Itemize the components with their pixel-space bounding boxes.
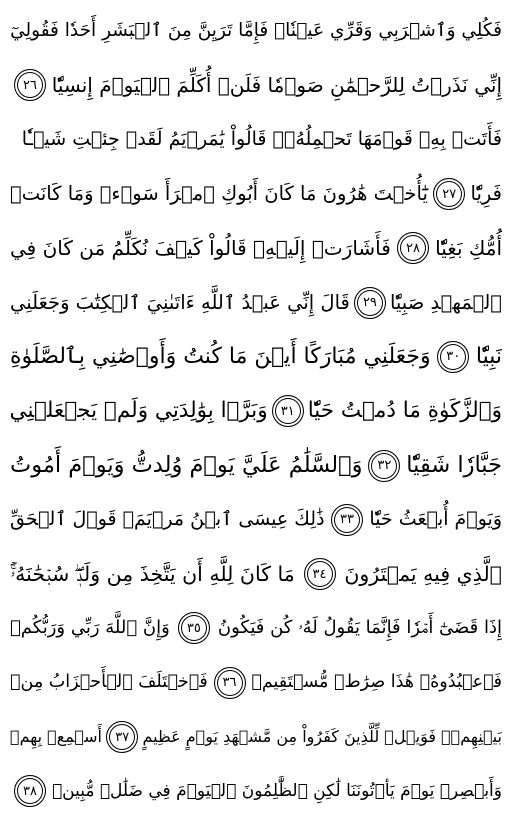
ayah-number-marker: ٣٤ [304,558,336,590]
ayah-number-marker: ٢٨ [397,232,429,264]
ayah-number-marker: ٣٧ [106,721,138,753]
text-line [10,764,502,818]
verse-text: وَإِنَّ ٱللَّهَ رَبِّي وَرَبُّكُمۡ [10,617,170,639]
verse-text: وَٱلسَّلَٰمُ عَلَيَّ يَوۡمَ وُلِدتُّ وَيَوۡمَ أَمُوتُ [10,452,363,479]
ayah-number-marker: ٢٩ [354,287,386,319]
text-line [10,493,502,547]
verse-text: فَكُلِي وَٱشۡرَبِي وَقَرِّي عَيۡنٗاۖ فَإِمَّا تَرَيِنَّ مِنَ ٱلۡبَشَرِ أَحَدٗا فَقُولِيٓ [10,19,502,41]
text-line [10,275,502,329]
verse-text: وَيَوۡمَ أُبۡعَثُ حَيّٗا [369,508,502,531]
verse-text: فَأَشَارَتۡ إِلَيۡهِۖ قَالُواْ كَيۡفَ نُكَلِّمُ مَن كَانَ فِي [10,236,391,261]
text-line [10,113,502,167]
verse-text: أَسۡمِعۡ بِهِمۡ [10,727,102,746]
verse-text: فَٱعۡبُدُوهُۚ هَٰذَا صِرَٰطٞ مُّسۡتَقِيمٞ [251,671,502,692]
verse-text: يَٰٓأُخۡتَ هَٰرُونَ مَا كَانَ أَبُوكِ ٱمۡرَأَ سَوۡءٖ وَمَا كَانَتۡ [10,182,428,206]
text-line [10,221,502,275]
verse-text: إِنِّي نَذَرۡتُ لِلرَّحۡمَٰنِ صَوۡمٗا فَلَنۡ أُكَلِّمَ ٱلۡيَوۡمَ إِنسِيّٗا [51,73,502,98]
verse-text: ٱلۡمَهۡدِ صَبِيّٗا [389,290,502,314]
verse-text: فَرِيّٗا [470,182,502,206]
verse-text: وَٱلزَّكَوٰةِ مَا دُمۡتُ حَيّٗا [307,398,502,424]
verse-text: بَيۡنِهِمۡۖ فَوَيۡلٞ لِّلَّذِينَ كَفَرُواْ مِن مَّشۡهَدِ يَوۡمٍ عَظِيمٍ [142,727,502,746]
verse-text: فَٱخۡتَلَفَ ٱلۡأَحۡزَابُ مِنۢ [10,671,208,692]
ayah-number-marker: ٢٧ [433,178,465,210]
ayah-number-marker: ٢٦ [14,69,46,101]
text-line [10,710,502,764]
text-line [10,4,502,58]
ayah-number-marker: ٣٣ [331,504,363,536]
text-line [10,438,502,492]
text-line [10,547,502,601]
verse-text: فَأَتَتۡ بِهِۦ قَوۡمَهَا تَحۡمِلُهُۥۖ قَالُواْ يَٰمَرۡيَمُ لَقَدۡ جِئۡتِ شَيۡـٔٗا [21,128,502,151]
ayah-number-marker: ٣٦ [214,667,246,699]
ayah-number-marker: ٣٥ [178,612,210,644]
verse-text: وَجَعَلَنِي مُبَارَكًا أَيۡنَ مَا كُنتُ وَأَوۡصَٰنِي بِٱلصَّلَوٰةِ [10,343,431,369]
verse-text: نَبِيّٗا [475,343,502,369]
verse-text: قَالَ إِنِّي عَبۡدُ ٱللَّهِ ءَاتَىٰنِيَ ٱلۡكِتَٰبَ وَجَعَلَنِي [10,290,350,314]
text-line [10,167,502,221]
text-line [10,384,502,438]
text-line [10,601,502,655]
ayah-number-marker: ٣٠ [437,341,469,373]
verse-text: ٱلَّذِي فِيهِ يَمۡتَرُونَ [344,561,502,586]
verse-text: جَبَّارٗا شَقِيّٗا [406,452,502,479]
text-line [10,58,502,112]
ayah-number-marker: ٣٢ [368,450,400,482]
verse-text: أُمُّكِ بَغِيّٗا [435,236,502,261]
ayah-number-marker: ٣٨ [14,775,46,807]
text-line [10,330,502,384]
text-line [10,656,502,710]
verse-text: مَا كَانَ لِلَّهِ أَن يَتَّخِذَ مِن وَلَدٖۖ سُبۡحَٰنَهُۥٓۚ [10,561,295,586]
verse-text: وَأَبۡصِرۡ يَوۡمَ يَأۡتُونَنَا لَٰكِنِ ٱلظَّٰلِمُونَ ٱلۡيَوۡمَ فِي ضَلَٰلٖ مُّبِينٖ [51,780,502,801]
verse-text: وَبَرَّۢا بِوَٰلِدَتِي وَلَمۡ يَجۡعَلۡنِي [10,398,268,424]
verse-text: ذَٰلِكَ عِيسَى ٱبۡنُ مَرۡيَمَۖ قَوۡلَ ٱلۡحَقِّ [10,508,325,531]
ayah-number-marker: ٣١ [272,395,304,427]
verse-text: إِذَا قَضَىٰٓ أَمۡرٗا فَإِنَّمَا يَقُولُ لَهُۥ كُن فَيَكُونُ [217,617,502,639]
